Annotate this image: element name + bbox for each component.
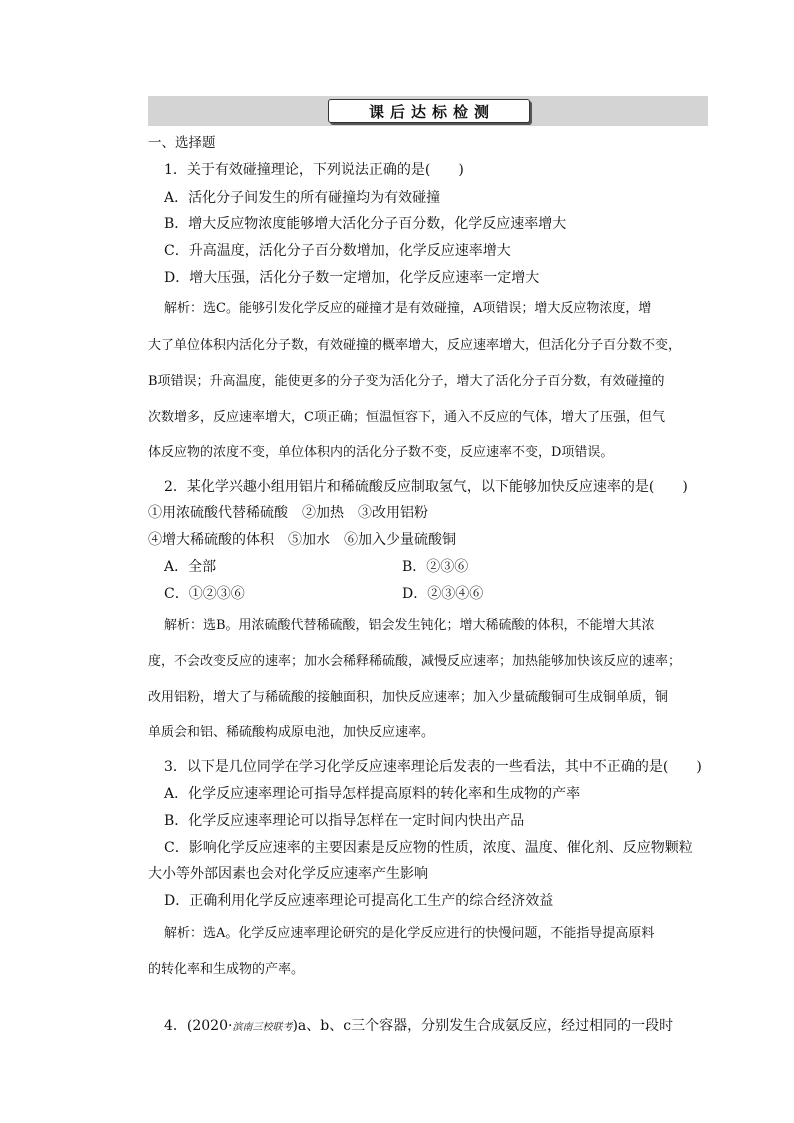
- q2-option-c: C．①②③⑥: [164, 586, 245, 602]
- q2-analysis-line: 解析：选B。用浓硫酸代替稀硫酸，铝会发生钝化；增大稀硫酸的体积，不能增大其浓: [164, 618, 655, 633]
- q2-option-b: B．②③⑥: [402, 559, 469, 575]
- section-title: 一、选择题: [148, 135, 216, 151]
- q3-option-c: C．影响化学反应速率的主要因素是反应物的性质，浓度、温度、催化剂、反应物颗粒: [164, 840, 693, 856]
- q3-stem: 3．以下是几位同学在学习化学反应速率理论后发表的一些看法，其中不正确的是( ): [164, 759, 702, 775]
- q1-analysis-line: 体反应物的浓度不变，单位体积内的活化分子数不变，反应速率不变，D项错误。: [148, 445, 614, 460]
- q1-analysis-line: B项错误；升高温度，能使更多的分子变为活化分子，增大了活化分子百分数，有效碰撞的: [148, 374, 665, 389]
- q1-analysis-line: 大了单位体积内活化分子数，有效碰撞的概率增大，反应速率增大，但活化分子百分数不变，: [148, 338, 682, 353]
- q3-analysis-line: 解析：选A。化学反应速率理论研究的是化学反应进行的快慢问题，不能指导提高原料: [164, 926, 655, 941]
- q2-analysis-line: 单质会和铝、稀硫酸构成原电池，加快反应速率。: [148, 725, 435, 740]
- banner-title: 课后达标检测: [368, 102, 495, 121]
- q1-option-d: D．增大压强，活化分子数一定增加，化学反应速率一定增大: [164, 270, 540, 286]
- q2-analysis-line: 度，不会改变反应的速率；加水会稀释稀硫酸，减慢反应速率；加热能够加快该反应的速率；: [148, 654, 682, 669]
- q2-items: ①用浓硫酸代替稀硫酸 ②加热 ③改用铝粉: [148, 505, 428, 521]
- q2-option-d: D．②③④⑥: [402, 586, 484, 602]
- q4-source: 滨南三校联考: [232, 1022, 293, 1033]
- q2-items: ④增大稀硫酸的体积 ⑤加水 ⑥加入少量硫酸铜: [148, 532, 456, 548]
- q2-option-a: A．全部: [164, 559, 217, 575]
- banner-title-box: [328, 99, 530, 123]
- q1-option-b: B．增大反应物浓度能够增大活化分子百分数，化学反应速率增大: [164, 216, 567, 232]
- q2-stem: 2．某化学兴趣小组用铝片和稀硫酸反应制取氢气，以下能够加快反应速率的是( ): [164, 479, 688, 495]
- q1-analysis-line: 次数增多，反应速率增大，C项正确；恒温恒容下，通入不反应的气体，增大了压强，但气: [148, 410, 665, 425]
- q4-stem: [164, 1017, 673, 1037]
- q3-analysis-line: 的转化率和生成物的产率。: [148, 962, 305, 977]
- q4-prefix: 4．(2020·: [164, 1018, 233, 1034]
- q3-option-b: B．化学反应速率理论可以指导怎样在一定时间内快出产品: [164, 813, 525, 829]
- q3-option-c-cont: 大小等外部因素也会对化学反应速率产生影响: [148, 866, 428, 882]
- q4-stem-rest: )a、b、c三个容器，分别发生合成氨反应，经过相同的一段时: [292, 1018, 674, 1034]
- q1-stem: 1．关于有效碰撞理论，下列说法正确的是( ): [164, 162, 464, 178]
- q3-option-a: A．化学反应速率理论可指导怎样提高原料的转化率和生成物的产率: [164, 786, 581, 802]
- q1-option-c: C．升高温度，活化分子百分数增加，化学反应速率增大: [164, 243, 511, 259]
- q3-option-d: D．正确利用化学反应速率理论可提高化工生产的综合经济效益: [164, 893, 554, 909]
- q2-analysis-line: 改用铝粉，增大了与稀硫酸的接触面积，加快反应速率；加入少量硫酸铜可生成铜单质，铜: [148, 690, 669, 705]
- q1-option-a: A．活化分子间发生的所有碰撞均为有效碰撞: [164, 190, 441, 206]
- section-banner: [148, 96, 708, 126]
- q1-analysis-line: 解析：选C。能够引发化学反应的碰撞才是有效碰撞，A项错误；增大反应物浓度，增: [164, 301, 652, 316]
